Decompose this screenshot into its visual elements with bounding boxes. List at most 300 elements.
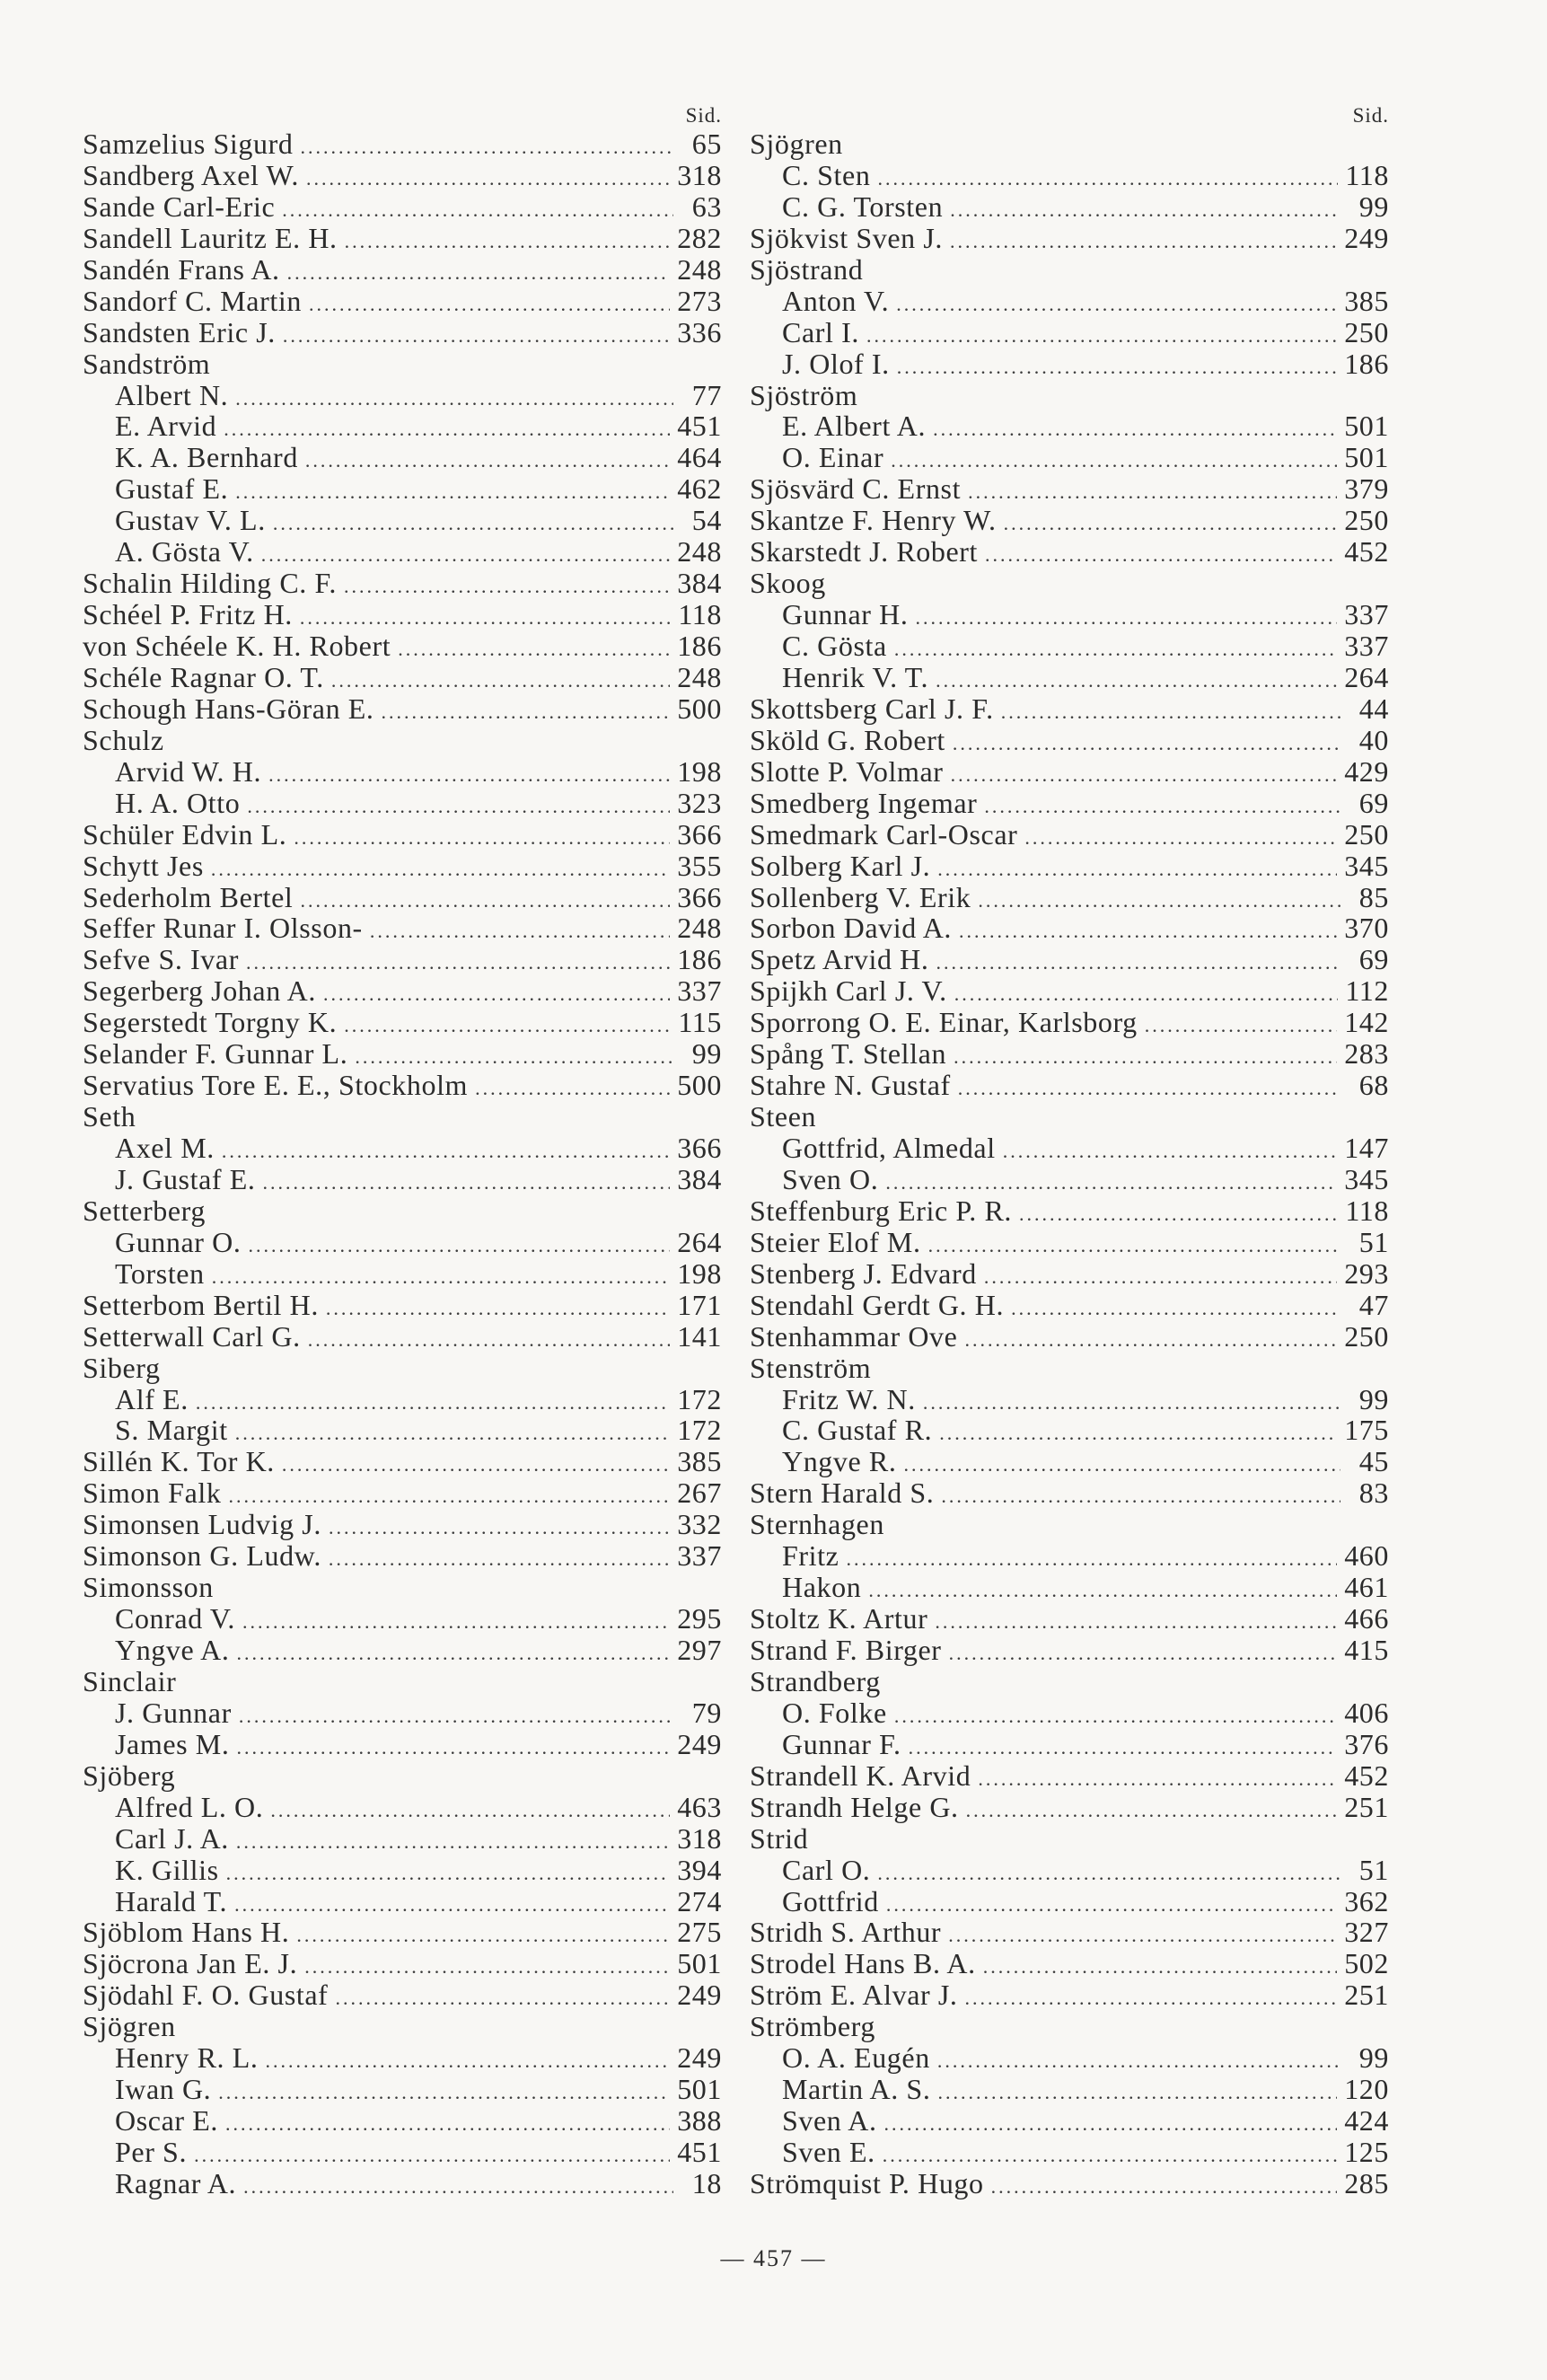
- entry-name: Schulz: [83, 723, 164, 756]
- entry-page-number: 379: [1344, 472, 1389, 506]
- entry-page-number: 282: [677, 221, 722, 254]
- entry-name: Skoog: [750, 567, 826, 600]
- entry-page-number: 451: [677, 410, 722, 443]
- dot-leader: [287, 258, 671, 289]
- index-entry: [83, 1603, 722, 1635]
- dot-leader: [886, 1890, 1337, 1921]
- index-entry: [750, 725, 1389, 756]
- right-entry-list: [750, 128, 1389, 2199]
- entry-page-number: 366: [677, 1132, 722, 1164]
- entry-name: Simon Falk: [83, 1476, 222, 1510]
- dot-leader: [370, 916, 670, 948]
- index-entry: [83, 1321, 722, 1353]
- index-entry: [750, 286, 1389, 317]
- entry-name: Sandell Lauritz E. H.: [83, 221, 338, 254]
- entry-page-number: 79: [691, 1696, 722, 1729]
- index-entry: [83, 2074, 722, 2105]
- entry-page-number: 250: [1344, 504, 1389, 537]
- entry-name: J. Olof I.: [782, 347, 890, 380]
- index-group-heading: [83, 725, 722, 756]
- dot-leader: [329, 1544, 670, 1575]
- entry-name: Stahre N. Gustaf: [750, 1069, 951, 1102]
- dot-leader: [296, 1920, 670, 1952]
- index-entry: [750, 2137, 1389, 2168]
- dot-leader: [282, 1450, 670, 1481]
- dot-leader: [939, 1418, 1337, 1450]
- index-entry: [83, 1917, 722, 1948]
- dot-leader: [983, 1952, 1337, 1983]
- index-entry: [83, 788, 722, 819]
- entry-page-number: 171: [677, 1288, 722, 1321]
- dot-leader: [1024, 823, 1337, 854]
- dot-leader: [306, 163, 670, 195]
- entry-name: Yngve A.: [115, 1634, 230, 1666]
- dot-leader: [984, 791, 1340, 823]
- index-group-heading: [750, 568, 1389, 599]
- index-entry: [750, 1477, 1389, 1509]
- entry-page-number: 248: [677, 660, 722, 693]
- entry-name: Setterwall Carl G.: [83, 1319, 301, 1353]
- entry-name: Schüler Edvin L.: [83, 817, 287, 851]
- index-entry: [750, 505, 1389, 536]
- index-entry: [83, 662, 722, 693]
- entry-name: Sandström: [83, 347, 211, 380]
- entry-page-number: 337: [677, 974, 722, 1008]
- dot-leader: [877, 163, 1338, 195]
- entry-page-number: 250: [1344, 1319, 1389, 1353]
- index-entry: [750, 1635, 1389, 1666]
- entry-name: Smedberg Ingemar: [750, 786, 978, 819]
- dot-leader: [936, 666, 1337, 697]
- entry-page-number: 99: [1358, 190, 1389, 223]
- dot-leader: [894, 634, 1337, 666]
- entry-page-number: 99: [1358, 1382, 1389, 1415]
- dot-leader: [846, 1544, 1337, 1575]
- index-entry: [750, 223, 1389, 254]
- entry-page-number: 370: [1344, 912, 1389, 945]
- entry-name: Gunnar H.: [782, 598, 909, 631]
- dot-leader: [949, 1638, 1338, 1670]
- entry-page-number: 293: [1344, 1256, 1389, 1290]
- entry-name: Sven E.: [782, 2136, 875, 2168]
- entry-name: Henrik V. T.: [782, 660, 929, 693]
- entry-name: C. G. Torsten: [782, 190, 944, 223]
- index-entry: [83, 1855, 722, 1886]
- entry-name: Sande Carl-Eric: [83, 190, 276, 223]
- dot-leader: [282, 195, 673, 226]
- entry-page-number: 366: [677, 880, 722, 913]
- entry-page-number: 186: [1344, 347, 1389, 380]
- dot-leader: [958, 1073, 1340, 1105]
- dot-leader: [475, 1073, 670, 1105]
- entry-page-number: 99: [1358, 2041, 1389, 2075]
- entry-name: Gustav V. L.: [115, 504, 266, 537]
- index-entry: [83, 819, 722, 851]
- index-entry: [750, 630, 1389, 662]
- entry-name: Sjögren: [750, 128, 843, 160]
- index-entry: [750, 975, 1389, 1007]
- entry-name: Slotte P. Volmar: [750, 754, 944, 788]
- entry-name: Anton V.: [782, 284, 890, 317]
- dot-leader: [345, 226, 671, 258]
- index-group-heading: [750, 2011, 1389, 2042]
- index-entry: [83, 1415, 722, 1446]
- entry-name: Harald T.: [115, 1884, 228, 1917]
- page-column-label: Sid.: [685, 104, 722, 127]
- index-group-heading: [750, 380, 1389, 411]
- dot-leader: [247, 791, 670, 823]
- dot-leader: [226, 1858, 671, 1890]
- entry-page-number: 249: [677, 1979, 722, 2012]
- dot-leader: [1011, 1293, 1340, 1325]
- entry-name: Albert N.: [115, 378, 229, 411]
- dot-leader: [300, 132, 673, 163]
- entry-page-number: 83: [1358, 1476, 1389, 1510]
- dot-leader: [236, 1732, 670, 1764]
- index-entry: [750, 1979, 1389, 2011]
- index-entry: [750, 819, 1389, 851]
- index-entry: [83, 599, 722, 630]
- index-entry: [750, 1384, 1389, 1415]
- dot-leader: [323, 979, 670, 1010]
- entry-page-number: 501: [677, 1947, 722, 1980]
- index-group-heading: [83, 1353, 722, 1384]
- index-entry: [750, 1038, 1389, 1070]
- dot-leader: [985, 540, 1337, 571]
- dot-leader: [948, 1920, 1337, 1952]
- dot-leader: [236, 1638, 670, 1670]
- dot-leader: [896, 289, 1337, 321]
- entry-name: Strid: [750, 1821, 809, 1855]
- entry-page-number: 327: [1344, 1916, 1389, 1949]
- index-entry: [750, 1164, 1389, 1195]
- index-entry: [83, 630, 722, 662]
- dot-leader: [235, 1418, 670, 1450]
- index-entry: [750, 2074, 1389, 2105]
- entry-page-number: 336: [677, 315, 722, 348]
- dot-leader: [978, 1764, 1337, 1795]
- dot-leader: [305, 445, 670, 477]
- entry-name: C. Sten: [782, 158, 871, 191]
- entry-page-number: 118: [1345, 158, 1389, 191]
- entry-name: K. Gillis: [115, 1853, 219, 1886]
- entry-name: Per S.: [115, 2136, 188, 2168]
- entry-name: Schough Hans-Göran E.: [83, 692, 374, 725]
- dot-leader: [954, 1042, 1337, 1073]
- entry-page-number: 460: [1344, 1539, 1389, 1573]
- index-entry: [83, 1070, 722, 1101]
- entry-name: Stoltz K. Artur: [750, 1602, 928, 1635]
- entry-name: Sjöstrand: [750, 252, 864, 286]
- index-entry: [83, 851, 722, 882]
- entry-name: A. Gösta V.: [115, 535, 254, 569]
- entry-page-number: 118: [678, 598, 722, 631]
- entry-page-number: 406: [1344, 1696, 1389, 1729]
- index-entry: [750, 1227, 1389, 1258]
- entry-name: Torsten: [115, 1256, 205, 1290]
- entry-name: Steier Elof M.: [750, 1225, 921, 1258]
- entry-name: Schytt Jes: [83, 849, 204, 882]
- dot-leader: [326, 1293, 670, 1325]
- entry-name: Sjöberg: [83, 1759, 176, 1792]
- entry-page-number: 198: [677, 1256, 722, 1290]
- entry-name: Stendahl Gerdt G. H.: [750, 1288, 1005, 1321]
- entry-page-number: 366: [677, 817, 722, 851]
- entry-page-number: 147: [1344, 1132, 1389, 1164]
- entry-page-number: 297: [677, 1634, 722, 1666]
- index-entry: [750, 1603, 1389, 1635]
- entry-name: Sollenberg V. Erik: [750, 880, 971, 913]
- entry-page-number: 501: [1344, 410, 1389, 443]
- entry-name: Stridh S. Arthur: [750, 1916, 942, 1949]
- index-group-heading: [750, 1509, 1389, 1540]
- entry-name: E. Arvid: [115, 410, 217, 443]
- dot-leader: [897, 352, 1337, 383]
- entry-name: Alf E.: [115, 1382, 189, 1415]
- entry-name: Gunnar F.: [782, 1727, 901, 1760]
- entry-name: Selander F. Gunnar L.: [83, 1037, 348, 1071]
- dot-leader: [331, 666, 670, 697]
- dot-leader: [1019, 1199, 1338, 1230]
- index-entry: [750, 1321, 1389, 1353]
- index-entry: [83, 223, 722, 254]
- dot-leader: [923, 1388, 1340, 1419]
- entry-name: Schéel P. Fritz H.: [83, 598, 293, 631]
- entry-name: O. A. Eugén: [782, 2041, 930, 2075]
- entry-page-number: 500: [677, 692, 722, 725]
- left-entry-list: [83, 128, 722, 2199]
- entry-page-number: 44: [1358, 692, 1389, 725]
- entry-name: Gustaf E.: [115, 472, 229, 506]
- dot-leader: [398, 634, 670, 666]
- entry-page-number: 45: [1358, 1445, 1389, 1478]
- entry-page-number: 429: [1344, 754, 1389, 788]
- index-entry: [83, 1384, 722, 1415]
- entry-page-number: 264: [677, 1225, 722, 1258]
- index-entry: [750, 1007, 1389, 1038]
- index-entry: [83, 1635, 722, 1666]
- index-entry: [83, 912, 722, 944]
- dot-leader: [308, 1325, 670, 1356]
- left-column: [83, 103, 722, 2199]
- entry-name: O. Einar: [782, 441, 884, 474]
- index-entry: [750, 1697, 1389, 1729]
- entry-page-number: 251: [1344, 1979, 1389, 2012]
- index-entry: [750, 160, 1389, 191]
- index-group-heading: [83, 1195, 722, 1227]
- right-column: [750, 103, 1389, 2199]
- index-entry: [83, 1477, 722, 1509]
- entry-page-number: 251: [1344, 1790, 1389, 1823]
- entry-name: Strandell K. Arvid: [750, 1759, 971, 1792]
- index-entry: [83, 286, 722, 317]
- index-entry: [83, 254, 722, 286]
- entry-page-number: 362: [1344, 1884, 1389, 1917]
- entry-page-number: 452: [1344, 535, 1389, 569]
- dot-leader: [236, 1827, 670, 1858]
- entry-name: Skottsberg Carl J. F.: [750, 692, 994, 725]
- dot-leader: [335, 1983, 670, 2014]
- dot-leader: [242, 1607, 670, 1638]
- entry-page-number: 250: [1344, 315, 1389, 348]
- index-group-heading: [750, 1353, 1389, 1384]
- dot-leader: [966, 1795, 1338, 1827]
- index-entry: [83, 505, 722, 536]
- entry-name: J. Gunnar: [115, 1696, 232, 1729]
- dot-leader: [304, 1952, 670, 1983]
- index-entry: [83, 1446, 722, 1477]
- entry-name: Simonson G. Ludw.: [83, 1539, 321, 1573]
- entry-page-number: 249: [677, 1727, 722, 1760]
- entry-name: Sjökvist Sven J.: [750, 221, 943, 254]
- entry-name: Spång T. Stellan: [750, 1037, 947, 1071]
- dot-leader: [866, 321, 1337, 352]
- index-entry: [83, 882, 722, 913]
- entry-name: J. Gustaf E.: [115, 1162, 256, 1195]
- entry-name: Sjöström: [750, 378, 858, 411]
- index-entry: [83, 1823, 722, 1855]
- index-entry: [750, 1760, 1389, 1792]
- dot-leader: [235, 383, 673, 415]
- dot-leader: [243, 2172, 673, 2203]
- index-entry: [750, 1855, 1389, 1886]
- index-entry: [83, 1886, 722, 1917]
- entry-name: Strand F. Birger: [750, 1634, 942, 1666]
- index-entry: [750, 536, 1389, 568]
- entry-name: Sjösvärd C. Ernst: [750, 472, 962, 506]
- entry-page-number: 461: [1344, 1571, 1389, 1604]
- dot-leader: [309, 289, 670, 321]
- index-entry: [83, 1133, 722, 1164]
- dot-leader: [991, 2172, 1338, 2203]
- index-group-heading: [83, 348, 722, 380]
- entry-page-number: 47: [1358, 1288, 1389, 1321]
- dot-leader: [928, 1230, 1340, 1262]
- index-entry: [83, 975, 722, 1007]
- dot-leader: [273, 508, 673, 540]
- entry-page-number: 385: [677, 1445, 722, 1478]
- entry-name: Carl I.: [782, 315, 859, 348]
- entry-page-number: 274: [677, 1884, 722, 1917]
- entry-name: Henry R. L.: [115, 2041, 259, 2075]
- dot-leader: [877, 1858, 1340, 1890]
- entry-page-number: 384: [677, 567, 722, 600]
- index-entry: [750, 442, 1389, 473]
- dot-leader: [909, 1732, 1338, 1764]
- column-header: [750, 103, 1389, 128]
- entry-name: Alfred L. O.: [115, 1790, 264, 1823]
- index-entry: [83, 473, 722, 505]
- entry-name: Strömquist P. Hugo: [750, 2166, 984, 2199]
- entry-page-number: 112: [1345, 974, 1389, 1008]
- dot-leader: [937, 854, 1337, 886]
- index-group-heading: [83, 1760, 722, 1792]
- entry-page-number: 332: [677, 1508, 722, 1541]
- entry-page-number: 415: [1344, 1634, 1389, 1666]
- entry-name: Stenberg J. Edvard: [750, 1256, 977, 1290]
- index-entry: [750, 599, 1389, 630]
- dot-leader: [968, 477, 1337, 508]
- entry-name: Stern Harald S.: [750, 1476, 935, 1510]
- index-entry: [83, 1164, 722, 1195]
- entry-page-number: 54: [691, 504, 722, 537]
- entry-page-number: 295: [677, 1602, 722, 1635]
- entry-name: Fritz W. N.: [782, 1382, 916, 1415]
- index-entry: [83, 2168, 722, 2199]
- index-entry: [750, 882, 1389, 913]
- index-group-heading: [83, 1666, 722, 1697]
- entry-name: Sporrong O. E. Einar, Karlsborg: [750, 1006, 1138, 1039]
- entry-page-number: 345: [1344, 1162, 1389, 1195]
- index-entry: [750, 1446, 1389, 1477]
- entry-page-number: 77: [691, 378, 722, 411]
- entry-page-number: 267: [677, 1476, 722, 1510]
- index-entry: [750, 1886, 1389, 1917]
- index-entry: [750, 473, 1389, 505]
- entry-name: Steffenburg Eric P. R.: [750, 1194, 1012, 1227]
- dot-leader: [1004, 508, 1338, 540]
- dot-leader: [234, 1890, 670, 1921]
- entry-name: O. Folke: [782, 1696, 887, 1729]
- entry-name: Fritz: [782, 1539, 839, 1573]
- column-header: [83, 103, 722, 128]
- index-entry: [83, 191, 722, 223]
- entry-name: Schéle Ragnar O. T.: [83, 660, 324, 693]
- entry-page-number: 273: [677, 284, 722, 317]
- entry-page-number: 69: [1358, 943, 1389, 976]
- index-entry: [750, 788, 1389, 819]
- entry-name: Siberg: [83, 1351, 161, 1384]
- index-entry: [750, 1572, 1389, 1603]
- entry-name: Stenhammar Ove: [750, 1319, 958, 1353]
- entry-page-number: 323: [677, 786, 722, 819]
- dot-leader: [964, 1325, 1337, 1356]
- entry-name: Sillén K. Tor K.: [83, 1445, 275, 1478]
- index-entry: [83, 2105, 722, 2137]
- entry-name: E. Albert A.: [782, 410, 927, 443]
- entry-name: Sandberg Axel W.: [83, 158, 300, 191]
- entry-page-number: 40: [1358, 723, 1389, 756]
- entry-page-number: 118: [1345, 1194, 1389, 1227]
- index-entry: [750, 348, 1389, 380]
- index-entry: [83, 442, 722, 473]
- entry-name: S. Margit: [115, 1414, 228, 1447]
- entry-name: Segerberg Johan A.: [83, 974, 316, 1008]
- index-group-heading: [750, 1101, 1389, 1133]
- entry-page-number: 115: [678, 1006, 722, 1039]
- dot-leader: [218, 2077, 670, 2109]
- entry-name: Schalin Hilding C. F.: [83, 567, 337, 600]
- index-entry: [750, 410, 1389, 442]
- index-entry: [750, 1729, 1389, 1760]
- index-group-heading: [750, 254, 1389, 286]
- dot-leader: [951, 760, 1338, 791]
- index-entry: [83, 1948, 722, 1979]
- index-entry: [750, 1415, 1389, 1446]
- entry-name: Sandén Frans A.: [83, 252, 280, 286]
- entry-name: Skarstedt J. Robert: [750, 535, 979, 569]
- entry-page-number: 463: [677, 1790, 722, 1823]
- dot-leader: [294, 823, 670, 854]
- index-entry: [750, 1133, 1389, 1164]
- dot-leader: [941, 1481, 1340, 1512]
- index-entry: [750, 1195, 1389, 1227]
- entry-name: Sefve S. Ivar: [83, 943, 239, 976]
- entry-page-number: 250: [1344, 817, 1389, 851]
- entry-name: Sternhagen: [750, 1508, 884, 1541]
- dot-leader: [222, 1136, 670, 1168]
- dot-leader: [950, 195, 1340, 226]
